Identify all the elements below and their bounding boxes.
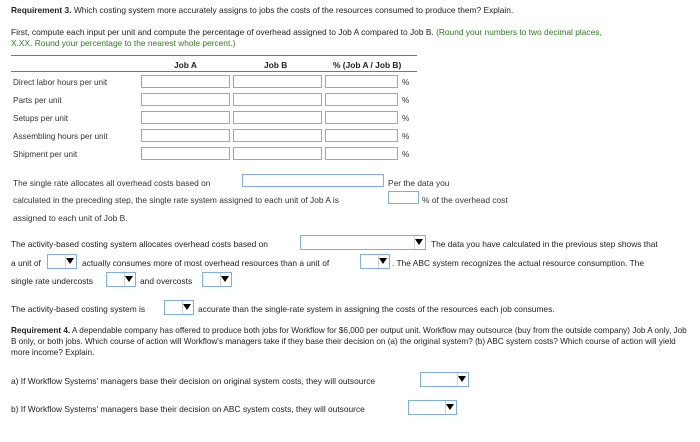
chevron-down-icon (183, 304, 191, 310)
row-label-assembling: Assembling hours per unit (13, 132, 108, 141)
abc-text-2b: actually consumes more of most overhead resources than a unit of (82, 258, 330, 268)
abc-text-1b: The data you have calculated in the previous step shows that (431, 239, 658, 249)
assembling-pct-input[interactable] (325, 129, 398, 142)
instr-green-1: (Round your numbers to two decimal places, (436, 27, 602, 37)
undercosts-job-dropdown[interactable] (106, 272, 136, 287)
shipment-pct-input[interactable] (325, 147, 398, 160)
abc-text-3a: single rate undercosts (11, 276, 93, 286)
abc-text-4a: The activity-based costing system is (11, 304, 146, 314)
shipment-job-b-input[interactable] (233, 147, 322, 160)
req4-body: A dependable company has offered to produce both jobs for Workflow for $6,000 per output unit. Workflow may outsource (buy from the outside company) Job A only, Job B only, or both jobs. Which course of action will Workflow's managers take if they base their decision on (a) the original system? (b) ABC system costs? Which course of action will yield more income? Explain. (11, 326, 687, 357)
chevron-down-icon (125, 276, 133, 282)
abc-text-1: The activity-based costing system allocates overhead costs based on (11, 239, 268, 249)
col-header-job-a: Job A (174, 60, 197, 70)
outsource-abc-dropdown[interactable] (408, 400, 457, 415)
single-rate-text-3: assigned to each unit of Job B. (13, 213, 128, 223)
req4-paragraph (11, 325, 693, 358)
abc-basis-dropdown[interactable] (300, 235, 426, 250)
outsource-original-dropdown[interactable] (420, 372, 469, 387)
setups-job-b-input[interactable] (233, 111, 322, 124)
assembling-job-b-input[interactable] (233, 129, 322, 142)
req4-question-a: a) If Workflow Systems' managers base their decision on original system costs, they will outsource (11, 376, 376, 386)
setups-pct-input[interactable] (325, 111, 398, 124)
abc-text-2c: . The ABC system recognizes the actual resource consumption. The (392, 258, 644, 268)
abc-accuracy-dropdown[interactable] (164, 300, 194, 315)
col-header-pct: % (Job A / Job B) (333, 60, 402, 70)
row-label-shipment: Shipment per unit (13, 150, 78, 159)
req3-question: Which costing system more accurately assigns to jobs the costs of the resources consumed to produce them? Explain. (71, 5, 514, 15)
req3-title (11, 5, 513, 15)
single-rate-text-1: The single rate allocates all overhead costs based on (13, 178, 211, 188)
req4-question-b: b) If Workflow Systems' managers base their decision on ABC system costs, they will outsource (11, 404, 365, 414)
req3-instructions-line1 (11, 27, 602, 37)
direct-labor-job-a-input[interactable] (141, 75, 230, 88)
abc-job-less-dropdown[interactable] (360, 254, 390, 269)
single-rate-text-2b: % of the overhead cost (422, 195, 508, 205)
assembling-job-a-input[interactable] (141, 129, 230, 142)
single-rate-text-1b: Per the data you (388, 178, 450, 188)
instr-green-2: X.XX. Round your percentage to the nearest whole percent.) (11, 38, 236, 48)
pct-symbol: % (402, 114, 410, 123)
parts-job-b-input[interactable] (233, 93, 322, 106)
single-rate-text-2: calculated in the preceding step, the single rate system assigned to each unit of Job A is (13, 195, 339, 205)
direct-labor-job-b-input[interactable] (233, 75, 322, 88)
chevron-down-icon (379, 258, 387, 264)
row-label-setups: Setups per unit (13, 114, 69, 123)
col-header-job-b: Job B (264, 60, 288, 70)
abc-text-2a: a unit of (11, 258, 41, 268)
req3-heading: Requirement 3. (11, 5, 72, 15)
single-rate-basis-input[interactable] (242, 174, 384, 187)
table-header-rule (11, 71, 417, 72)
req4-heading: Requirement 4. (11, 326, 71, 335)
pct-symbol: % (402, 78, 410, 87)
chevron-down-icon (458, 376, 466, 382)
abc-job-more-dropdown[interactable] (47, 254, 77, 269)
instr-text: First, compute each input per unit and compute the percentage of overhead assigned to Job A compared to Job B. (11, 27, 437, 37)
table-top-rule (11, 55, 417, 56)
row-label-direct-labor: Direct labor hours per unit (13, 78, 108, 87)
chevron-down-icon (66, 258, 74, 264)
abc-text-4b: accurate than the single-rate system in assigning the costs of the resources each job consumes. (198, 304, 555, 314)
pct-symbol: % (402, 150, 410, 159)
chevron-down-icon (415, 239, 423, 245)
overcosts-job-dropdown[interactable] (202, 272, 232, 287)
shipment-job-a-input[interactable] (141, 147, 230, 160)
chevron-down-icon (221, 276, 229, 282)
parts-job-a-input[interactable] (141, 93, 230, 106)
setups-job-a-input[interactable] (141, 111, 230, 124)
parts-pct-input[interactable] (325, 93, 398, 106)
row-label-parts: Parts per unit (13, 96, 62, 105)
pct-symbol: % (402, 96, 410, 105)
pct-symbol: % (402, 132, 410, 141)
abc-text-3b: and overcosts (140, 276, 193, 286)
direct-labor-pct-input[interactable] (325, 75, 398, 88)
chevron-down-icon (446, 404, 454, 410)
single-rate-pct-input[interactable] (388, 191, 419, 204)
